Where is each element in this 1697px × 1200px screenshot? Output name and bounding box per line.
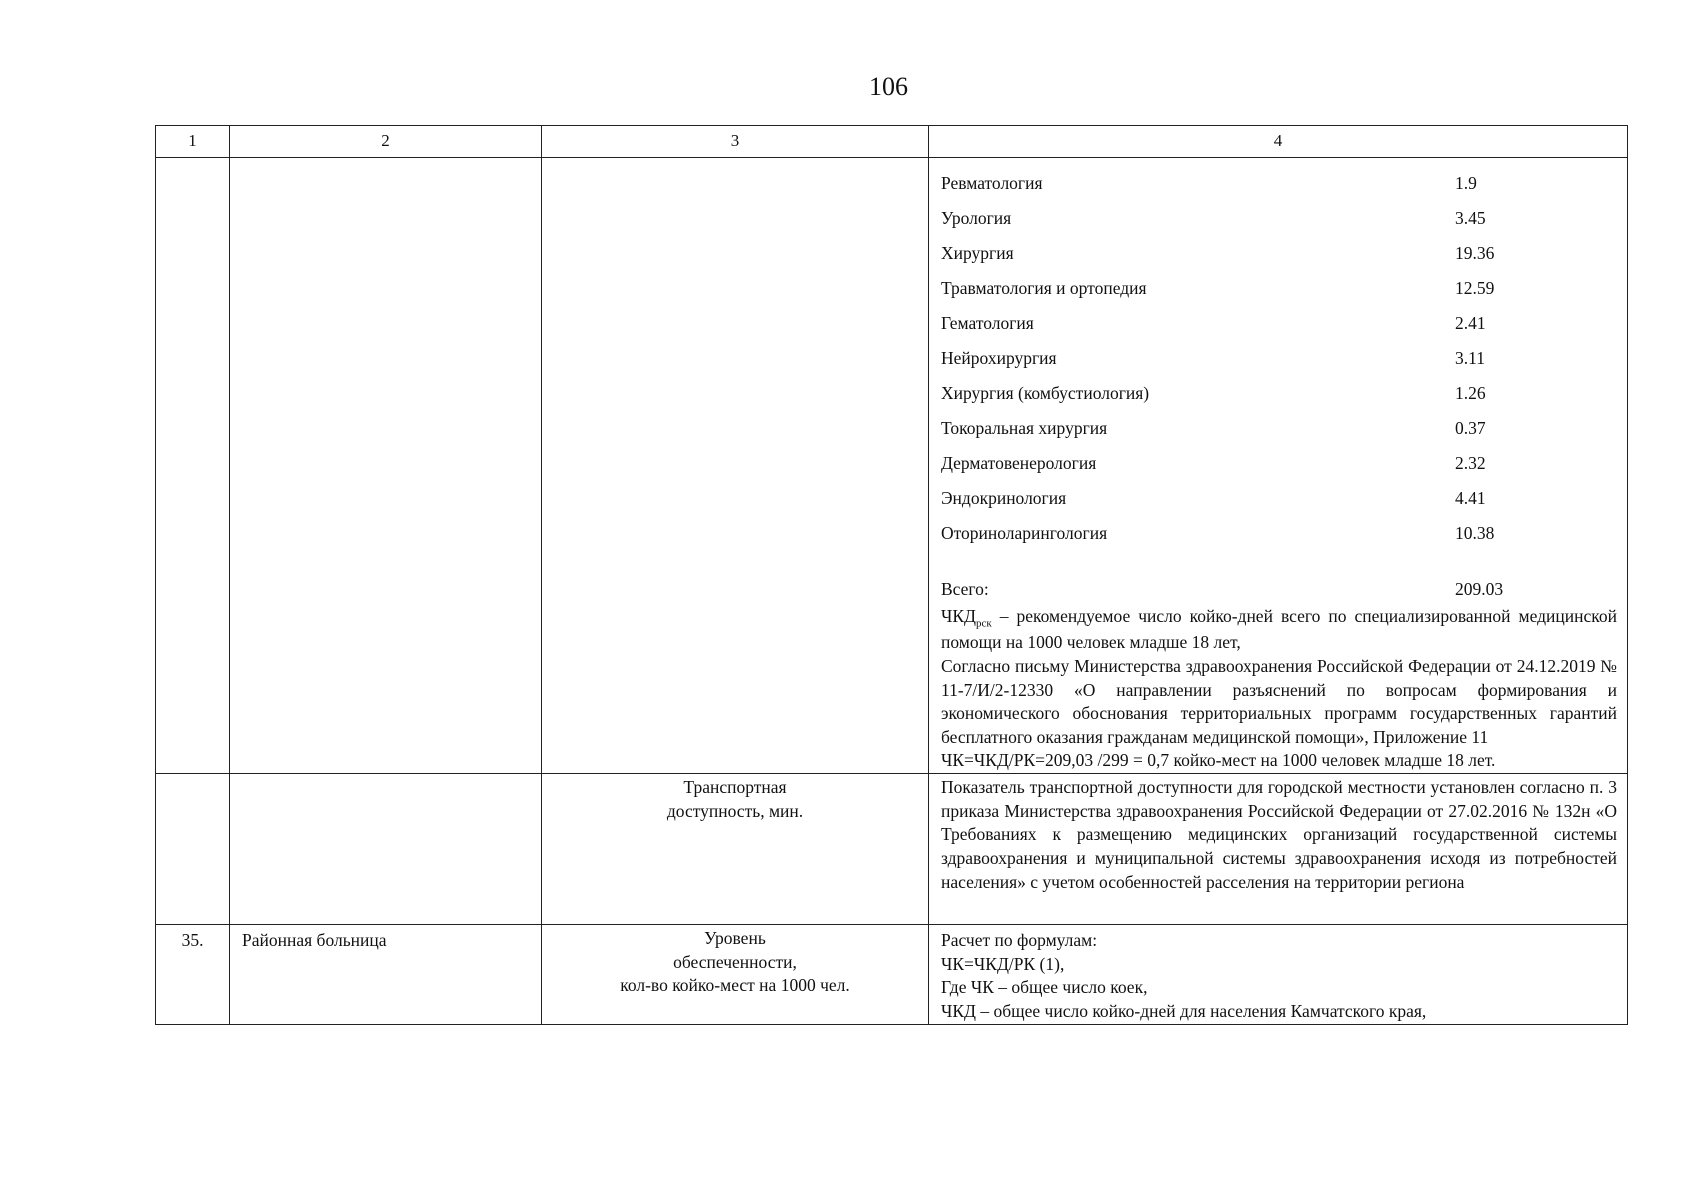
chkd-symbol: ЧКД: [941, 606, 976, 626]
page-number: 106: [869, 72, 908, 101]
cell-name: Районная больница: [230, 925, 542, 1025]
specialty-value: 1.26: [1455, 382, 1486, 403]
cell-indicator: [542, 774, 929, 925]
header-col-3: 3: [542, 126, 929, 158]
specialty-value: 2.32: [1455, 452, 1486, 473]
specialty-name: Нейрохирургия: [941, 347, 1057, 368]
indicator-line: Уровень: [704, 928, 766, 949]
specialty-name: Ревматология: [941, 172, 1043, 193]
norms-table: [155, 125, 1628, 1025]
specialty-name: Оториноларингология: [941, 522, 1108, 543]
cell-number: [156, 774, 230, 925]
formula-line: ЧК=ЧКД/РК=209,03 /299 = 0,7 койко-мест на 1000 человек младше 18 лет.: [941, 750, 1496, 771]
specialty-value: 10.38: [1455, 522, 1495, 543]
list-item: [941, 376, 1617, 411]
specialty-name: Эндокринология: [941, 487, 1067, 508]
letter-reference: Согласно письму Министерства здравоохранения Российской Федерации от 24.12.2019 № 11-7/И/2-12330 «О направлении разъяснений по вопросам формирования и экономического обоснования территориальных программ государственных гарантий бесплатного оказания гражданам медицинской помощи», Приложение 11: [941, 655, 1617, 747]
specialty-value: 3.11: [1455, 347, 1485, 368]
specialty-name: Хирургия: [941, 242, 1014, 263]
total-value: 209.03: [1455, 579, 1504, 600]
list-item: [941, 236, 1617, 271]
specialty-name: Токоральная хирургия: [941, 417, 1108, 438]
indicator-line: обеспеченности,: [673, 951, 797, 972]
table-row: [156, 158, 1628, 774]
table-header-row: [156, 126, 1628, 158]
chkd-definition-text: – рекомендуемое число койко-дней всего по специализированной медицинской помощи на 1000 человек младше 18 лет,: [941, 606, 1617, 653]
cell-calculation: [929, 925, 1628, 1025]
total-label: Всего:: [941, 579, 989, 600]
table-row: [156, 925, 1628, 1025]
specialty-name: Хирургия (комбустиология): [941, 382, 1150, 403]
specialty-value: 3.45: [1455, 207, 1486, 228]
list-item: [941, 341, 1617, 376]
specialty-name: Гематология: [941, 312, 1034, 333]
specialty-name: Травматология и ортопедия: [941, 277, 1147, 298]
chkd-subscript: рск: [975, 617, 992, 630]
cell-indicator: [542, 158, 929, 774]
cell-name: [230, 158, 542, 774]
list-item: [941, 201, 1617, 236]
list-item: [941, 306, 1617, 341]
list-item: [941, 411, 1617, 446]
list-item: [941, 271, 1617, 306]
indicator-line: кол-во койко-мест на 1000 чел.: [620, 975, 850, 996]
calc-line: Где ЧК – общее число коек,: [941, 977, 1148, 998]
cell-name: [230, 774, 542, 925]
header-col-4: 4: [929, 126, 1628, 158]
transport-text: Показатель транспортной доступности для городской местности установлен согласно п. 3 приказа Министерства здравоохранения Российской Федерации от 27.02.2016 № 132н «О Требованиях к размещению медицинских организаций государственной системы здравоохранения и муниципальной системы здравоохранения исходя из потребностей населения» с учетом особенностей расселения на территории региона: [941, 777, 1617, 892]
cell-indicator: [542, 925, 929, 1025]
cell-calculation: [929, 774, 1628, 925]
cell-number: 35.: [156, 925, 230, 1025]
specialty-name: Дерматовенерология: [941, 452, 1097, 473]
header-col-2: 2: [230, 126, 542, 158]
specialty-value: 0.37: [1455, 417, 1486, 438]
calc-line: ЧК=ЧКД/РК (1),: [941, 953, 1065, 974]
header-col-1: 1: [156, 126, 230, 158]
list-item: [941, 166, 1617, 201]
cell-calculation: [929, 158, 1628, 774]
indicator-line: доступность, мин.: [666, 800, 804, 821]
specialty-list: [941, 166, 1617, 551]
specialty-value: 19.36: [1455, 242, 1495, 263]
specialty-value: 1.9: [1455, 172, 1477, 193]
calc-line: Расчет по формулам:: [941, 930, 1098, 951]
indicator-line: Транспортная: [683, 777, 787, 798]
specialty-value: 12.59: [1455, 277, 1495, 298]
specialty-name: Урология: [941, 207, 1012, 228]
specialty-value: 4.41: [1455, 487, 1486, 508]
total-row: [941, 575, 1617, 605]
calc-line: ЧКД – общее число койко-дней для населения Камчатского края,: [941, 1001, 1427, 1022]
table-row: [156, 774, 1628, 925]
chkd-definition: [941, 605, 1617, 655]
list-item: [941, 481, 1617, 516]
list-item: [941, 446, 1617, 481]
list-item: [941, 516, 1617, 551]
cell-number: [156, 158, 230, 774]
specialty-value: 2.41: [1455, 312, 1486, 333]
